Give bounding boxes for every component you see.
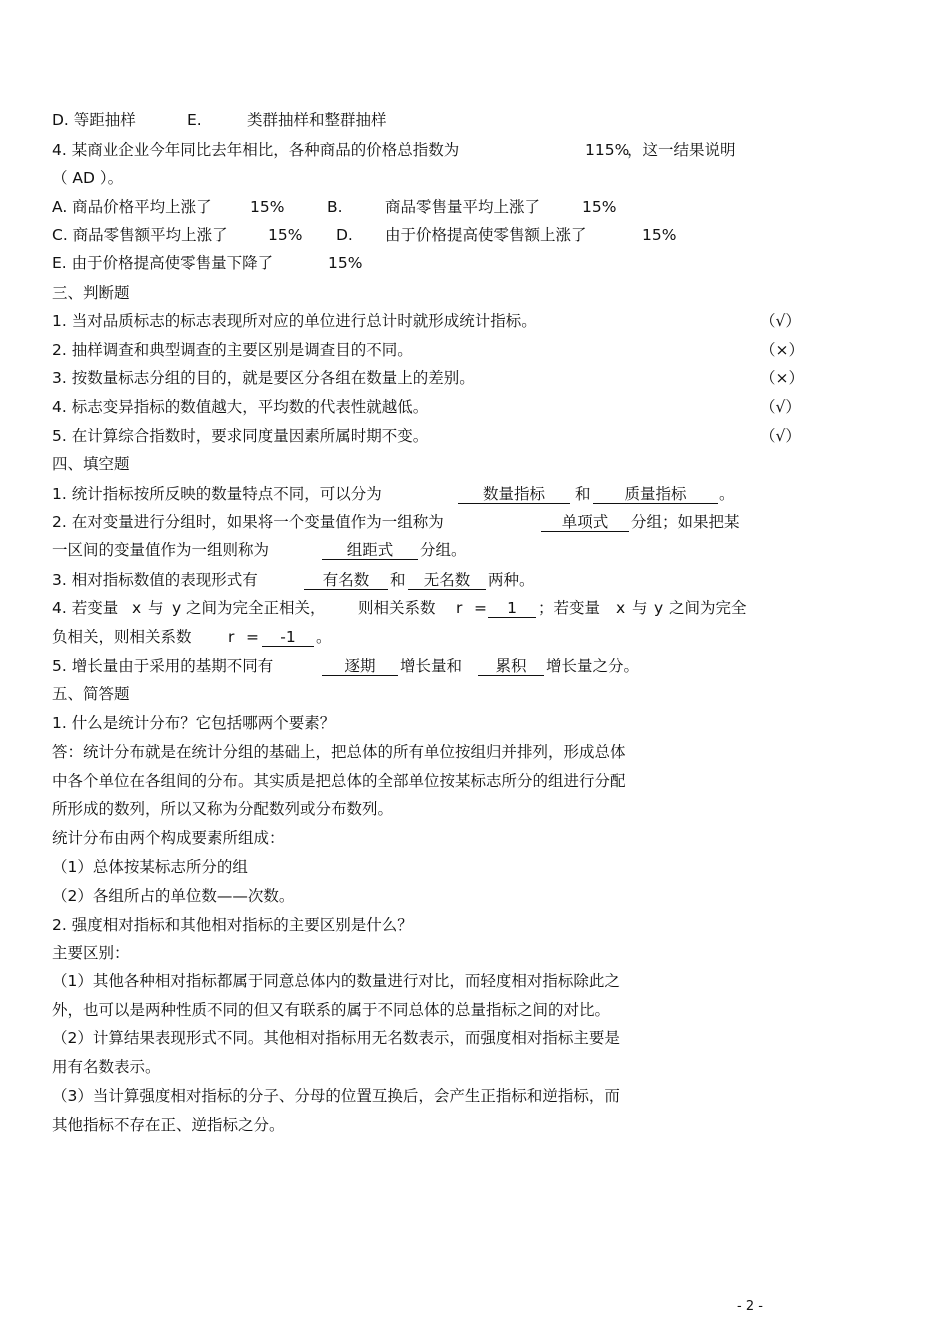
fill-text: 4. 若变量 bbox=[52, 599, 119, 617]
fill-text: = bbox=[474, 599, 487, 617]
fill-variable: r bbox=[456, 599, 463, 617]
short-line: 答：统计分布就是在统计分组的基础上，把总体的所有单位按组归并排列，形成总体 bbox=[52, 743, 626, 761]
q4-option-b-label: B. bbox=[327, 198, 343, 216]
short-line: （2）计算结果表现形式不同。其他相对指标用无名数表示，而强度相对指标主要是 bbox=[52, 1029, 620, 1047]
fill-answer: 组距式 bbox=[322, 541, 418, 560]
short-line: （3）当计算强度相对指标的分子、分母的位置互换后，会产生正指标和逆指标，而 bbox=[52, 1087, 620, 1105]
q4-option-b: 商品零售量平均上涨了 bbox=[385, 198, 541, 216]
q4-option-a: A. 商品价格平均上涨了 bbox=[52, 198, 212, 216]
q4-option-a-value: 15% bbox=[250, 198, 285, 216]
fill-text: 。 bbox=[719, 485, 735, 503]
fill-answer: 质量指标 bbox=[593, 485, 718, 504]
judge-item-text: 2. 抽样调查和典型调查的主要区别是调查目的不同。 bbox=[52, 341, 413, 359]
fill-text: 。 bbox=[316, 628, 332, 646]
fill-answer: 单项式 bbox=[541, 513, 629, 532]
fill-text: 和 bbox=[390, 571, 406, 589]
section-heading-fill: 四、填空题 bbox=[52, 455, 130, 473]
fill-text: 与 bbox=[148, 599, 164, 617]
q4-option-d-value: 15% bbox=[642, 226, 677, 244]
short-line: （2）各组所占的单位数——次数。 bbox=[52, 887, 295, 905]
page-number: - 2 - bbox=[737, 1299, 763, 1314]
q4-stem-tail: ，这一结果说明 bbox=[627, 141, 736, 159]
fill-text: 和 bbox=[575, 485, 591, 503]
fill-variable: y bbox=[654, 599, 664, 617]
judge-item-mark: （√） bbox=[760, 427, 801, 445]
judge-item-mark: （×） bbox=[760, 341, 804, 359]
fill-answer: 累积 bbox=[478, 657, 544, 676]
short-line: 2. 强度相对指标和其他相对指标的主要区别是什么？ bbox=[52, 916, 413, 934]
short-line: （1）其他各种相对指标都属于同意总体内的数量进行对比，而轻度相对指标除此之 bbox=[52, 972, 620, 990]
q4-option-c: C. 商品零售额平均上涨了 bbox=[52, 226, 228, 244]
q4-option-c-value: 15% bbox=[268, 226, 303, 244]
q4-option-e-value: 15% bbox=[328, 254, 363, 272]
judge-item-mark: （√） bbox=[760, 312, 801, 330]
option-d: D. 等距抽样 bbox=[52, 111, 136, 129]
fill-text: ；若变量 bbox=[538, 599, 601, 617]
section-heading-short: 五、简答题 bbox=[52, 685, 130, 703]
judge-item-mark: （√） bbox=[760, 398, 801, 416]
fill-variable: r bbox=[228, 628, 235, 646]
option-e-label: E. bbox=[187, 111, 202, 129]
fill-text: 一区间的变量值作为一组则称为 bbox=[52, 541, 270, 559]
fill-answer: 有名数 bbox=[304, 571, 388, 590]
fill-variable: x bbox=[616, 599, 626, 617]
short-line: （1）总体按某标志所分的组 bbox=[52, 858, 248, 876]
judge-item-text: 1. 当对品质标志的标志表现所对应的单位进行总计时就形成统计指标。 bbox=[52, 312, 537, 330]
short-line: 其他指标不存在正、逆指标之分。 bbox=[52, 1116, 285, 1134]
q4-stem-text: 4. 某商业企业今年同比去年相比，各种商品的价格总指数为 bbox=[52, 141, 460, 159]
q4-option-d: 由于价格提高使零售额上涨了 bbox=[385, 226, 587, 244]
q4-option-b-value: 15% bbox=[582, 198, 617, 216]
short-line: 1. 什么是统计分布？它包括哪两个要素？ bbox=[52, 714, 336, 732]
short-line: 主要区别： bbox=[52, 944, 130, 962]
fill-text: 两种。 bbox=[488, 571, 535, 589]
fill-text: 与 bbox=[632, 599, 648, 617]
option-e-text: 类群抽样和整群抽样 bbox=[247, 111, 387, 129]
short-line: 中各个单位在各组间的分布。其实质是把总体的全部单位按某标志所分的组进行分配 bbox=[52, 772, 626, 790]
short-line: 用有名数表示。 bbox=[52, 1058, 161, 1076]
q4-option-d-label: D. bbox=[336, 226, 353, 244]
fill-text: 3. 相对指标数值的表现形式有 bbox=[52, 571, 258, 589]
fill-text: 5. 增长量由于采用的基期不同有 bbox=[52, 657, 274, 675]
judge-item-mark: （×） bbox=[760, 369, 804, 387]
fill-text: 分组；如果把某 bbox=[631, 513, 740, 531]
section-heading-judge: 三、判断题 bbox=[52, 284, 130, 302]
judge-item-text: 4. 标志变异指标的数值越大，平均数的代表性就越低。 bbox=[52, 398, 429, 416]
fill-variable: y bbox=[172, 599, 182, 617]
fill-text: 增长量和 bbox=[400, 657, 463, 675]
fill-text: 负相关，则相关系数 bbox=[52, 628, 192, 646]
fill-text: 2. 在对变量进行分组时，如果将一个变量值作为一组称为 bbox=[52, 513, 444, 531]
judge-item-text: 5. 在计算综合指数时，要求同度量因素所属时期不变。 bbox=[52, 427, 429, 445]
fill-answer: 无名数 bbox=[408, 571, 486, 590]
fill-text: 1. 统计指标按所反映的数量特点不同，可以分为 bbox=[52, 485, 382, 503]
fill-text: 之间为完全正相关， bbox=[186, 599, 326, 617]
short-line: 所形成的数列，所以又称为分配数列或分布数列。 bbox=[52, 800, 394, 818]
short-line: 统计分布由两个构成要素所组成： bbox=[52, 829, 285, 847]
fill-text: 分组。 bbox=[420, 541, 467, 559]
fill-answer: 逐期 bbox=[322, 657, 398, 676]
fill-text: = bbox=[246, 628, 259, 646]
fill-text: 之间为完全 bbox=[669, 599, 747, 617]
fill-variable: x bbox=[132, 599, 142, 617]
q4-stem-value: 115% bbox=[585, 141, 630, 159]
fill-text: 增长量之分。 bbox=[546, 657, 640, 675]
q4-option-e: E. 由于价格提高使零售量下降了 bbox=[52, 254, 274, 272]
fill-answer: -1 bbox=[262, 628, 314, 647]
judge-item-text: 3. 按数量标志分组的目的，就是要区分各组在数量上的差别。 bbox=[52, 369, 475, 387]
q4-answer-text: （ AD ）。 bbox=[52, 169, 124, 187]
fill-answer: 1 bbox=[488, 599, 536, 618]
fill-answer: 数量指标 bbox=[458, 485, 570, 504]
fill-text: 则相关系数 bbox=[358, 599, 436, 617]
short-line: 外，也可以是两种性质不同的但又有联系的属于不同总体的总量指标之间的对比。 bbox=[52, 1001, 611, 1019]
